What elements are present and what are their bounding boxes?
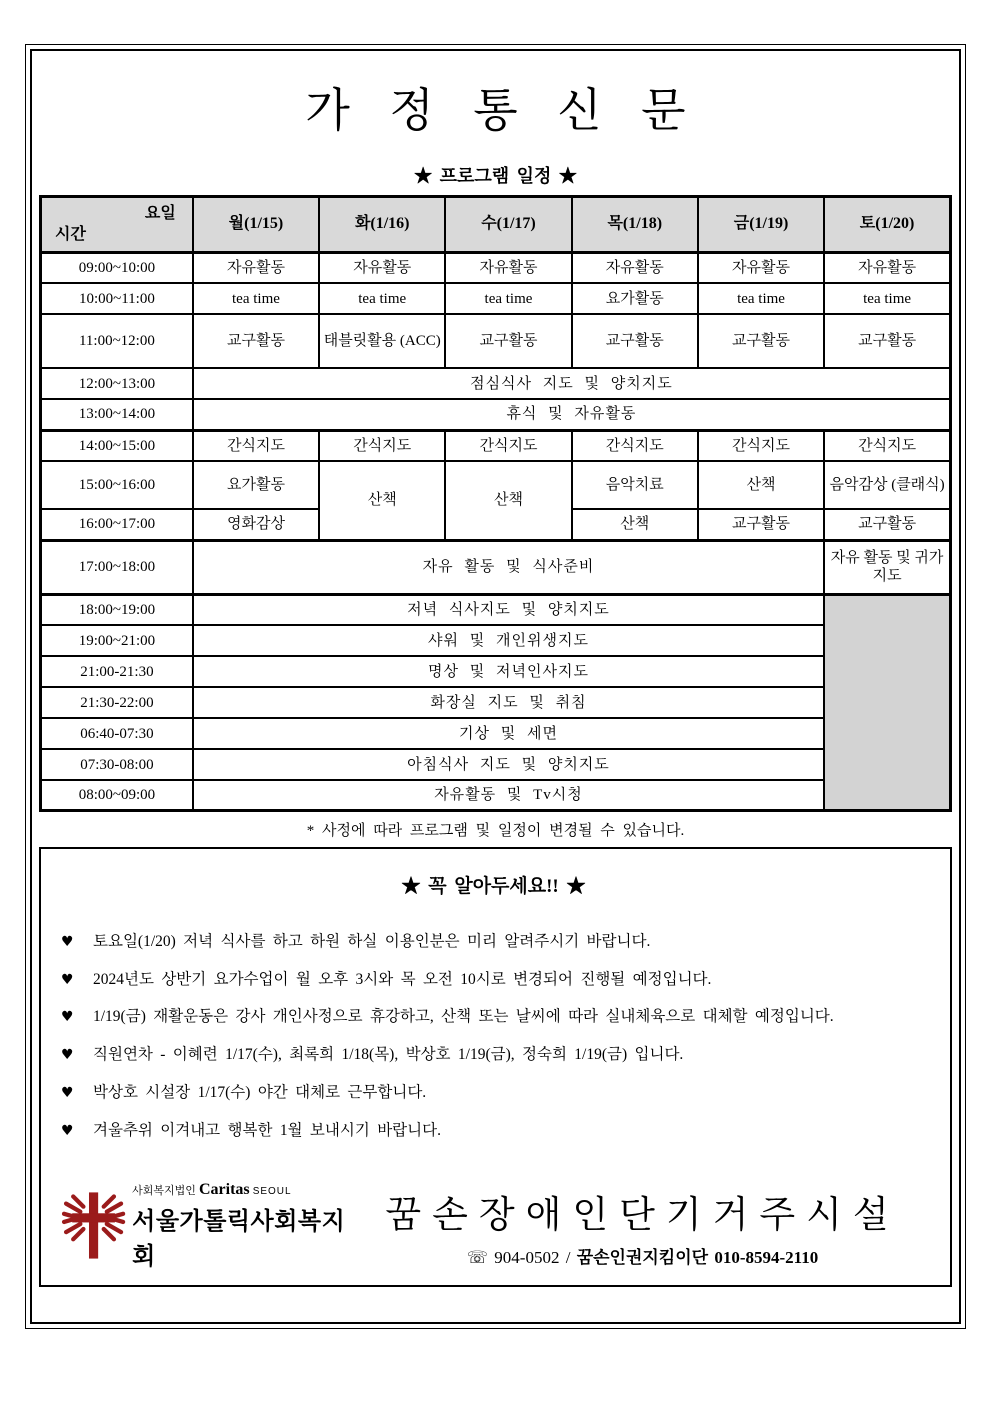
footer <box>61 1181 926 1275</box>
schedule-merged-cell: 자유 활동 및 식사준비 <box>193 540 824 594</box>
schedule-cell: 교구활동 <box>698 314 824 368</box>
facility-contact <box>359 1243 926 1268</box>
notice-text: 토요일(1/20) 저녁 식사를 하고 하원 하실 이용인분은 미리 알려주시기 바랍니다. <box>93 932 651 950</box>
time-cell: 11:00~12:00 <box>41 314 193 368</box>
schedule-row <box>41 594 951 625</box>
time-cell: 17:00~18:00 <box>41 540 193 594</box>
notice-text: 박상호 시설장 1/17(수) 야간 대체로 근무합니다. <box>93 1084 427 1102</box>
notice-item <box>61 1005 926 1030</box>
schedule-cell: 간식지도 <box>824 430 950 461</box>
notice-box <box>39 847 952 1287</box>
heart-bullet-icon: ♥ <box>61 971 74 988</box>
schedule-cell: tea time <box>445 283 571 314</box>
schedule-cell: 자유활동 <box>193 252 319 283</box>
time-cell: 09:00~10:00 <box>41 252 193 283</box>
day-header-fri: 금(1/19) <box>698 196 824 252</box>
day-header-tue: 화(1/16) <box>319 196 445 252</box>
time-cell: 21:30-22:00 <box>41 687 193 718</box>
schedule-row <box>41 430 951 461</box>
schedule-row <box>41 749 951 780</box>
schedule-cell: 자유활동 <box>824 252 950 283</box>
time-cell: 21:00-21:30 <box>41 656 193 687</box>
time-cell: 19:00~21:00 <box>41 625 193 656</box>
schedule-footnote: * 사정에 따라 프로그램 및 일정이 변경될 수 있습니다. <box>306 822 685 839</box>
notice-heading: ★ 꼭 알아두세요!! ★ <box>401 875 586 897</box>
schedule-cell: 간식지도 <box>572 430 698 461</box>
org-brand-suffix: SEOUL <box>252 1185 292 1197</box>
schedule-cell: 자유활동 <box>319 252 445 283</box>
phone-number: ☏ 904-0502 / <box>466 1247 571 1267</box>
page-inner-border <box>30 49 961 1324</box>
organization-name: 서울가톨릭사회복지회 <box>132 1207 346 1270</box>
schedule-cell: 교구활동 <box>193 314 319 368</box>
heart-bullet-icon: ♥ <box>61 1047 74 1064</box>
page-border <box>25 44 966 1329</box>
corner-time-label: 시간 <box>55 225 86 243</box>
schedule-cell: 요가활동 <box>193 461 319 509</box>
schedule-row <box>41 540 951 594</box>
org-brand: Caritas <box>198 1180 250 1198</box>
schedule-row <box>41 314 951 368</box>
saturday-empty-block <box>824 594 950 810</box>
schedule-merged-cell: 점심식사 지도 및 양치지도 <box>193 368 951 399</box>
schedule-header-row <box>41 196 951 252</box>
caritas-cross-icon <box>61 1190 126 1262</box>
time-cell: 08:00~09:00 <box>41 780 193 810</box>
notice-item <box>61 1119 926 1144</box>
schedule-row <box>41 399 951 430</box>
page-title: 가 정 통 신 문 <box>305 85 700 136</box>
organization-subtitle <box>132 1181 359 1199</box>
heart-bullet-icon: ♥ <box>61 1085 74 1102</box>
time-cell: 18:00~19:00 <box>41 594 193 625</box>
schedule-cell: 산책 <box>572 509 698 540</box>
schedule-cell: 간식지도 <box>445 430 571 461</box>
time-cell: 07:30-08:00 <box>41 749 193 780</box>
schedule-cell-saturday: 자유 활동 및 귀가지도 <box>824 540 950 594</box>
schedule-cell: 자유활동 <box>572 252 698 283</box>
schedule-merged-cell: 저녁 식사지도 및 양치지도 <box>193 594 824 625</box>
schedule-row <box>41 718 951 749</box>
organization-logo-block <box>61 1181 359 1271</box>
time-cell: 15:00~16:00 <box>41 461 193 509</box>
schedule-row <box>41 252 951 283</box>
notice-text: 겨울추위 이겨내고 행복한 1월 보내시기 바랍니다. <box>93 1121 441 1139</box>
rights-guard-contact: 꿈손인권지킴이단 010-8594-2110 <box>576 1247 819 1267</box>
corner-cell <box>41 196 193 252</box>
notice-text: 직원연차 - 이혜련 1/17(수), 최록희 1/18(목), 박상호 1/19(금), 정숙희 1/19(금) 입니다. <box>93 1046 684 1064</box>
schedule-cell: 교구활동 <box>824 314 950 368</box>
schedule-merged-cell: 화장실 지도 및 취침 <box>193 687 824 718</box>
schedule-cell: tea time <box>824 283 950 314</box>
time-cell: 16:00~17:00 <box>41 509 193 540</box>
time-cell: 06:40-07:30 <box>41 718 193 749</box>
heart-bullet-icon: ♥ <box>61 933 74 950</box>
schedule-cell: 요가활동 <box>572 283 698 314</box>
schedule-cell: tea time <box>193 283 319 314</box>
program-schedule-table <box>39 195 952 812</box>
facility-name: 꿈손장애인단기거주시설 <box>385 1194 900 1236</box>
schedule-merged-cell: 자유활동 및 Tv시청 <box>193 780 824 810</box>
schedule-merged-cell: 명상 및 저녁인사지도 <box>193 656 824 687</box>
schedule-cell: 산책 <box>319 461 445 540</box>
notice-text: 1/19(금) 재활운동은 강사 개인사정으로 휴강하고, 산책 또는 날씨에 따라 실내체육으로 대체할 예정입니다. <box>93 1008 834 1026</box>
notice-item <box>61 930 926 955</box>
corner-day-label: 요일 <box>144 204 176 222</box>
schedule-row <box>41 780 951 810</box>
notice-text: 2024년도 상반기 요가수업이 월 오후 3시와 목 오전 10시로 변경되어 진행될 예정입니다. <box>93 970 712 988</box>
day-header-mon: 월(1/15) <box>193 196 319 252</box>
notice-item <box>61 968 926 993</box>
schedule-cell: 교구활동 <box>824 509 950 540</box>
schedule-cell: 자유활동 <box>698 252 824 283</box>
schedule-cell: 태블릿활용 (ACC) <box>319 314 445 368</box>
day-header-thu: 목(1/18) <box>572 196 698 252</box>
notice-item <box>61 1043 926 1068</box>
schedule-merged-cell: 기상 및 세면 <box>193 718 824 749</box>
schedule-cell: 간식지도 <box>698 430 824 461</box>
day-header-sat: 토(1/20) <box>824 196 950 252</box>
schedule-row <box>41 656 951 687</box>
schedule-cell: tea time <box>698 283 824 314</box>
schedule-cell: 간식지도 <box>193 430 319 461</box>
time-cell: 13:00~14:00 <box>41 399 193 430</box>
schedule-cell: 산책 <box>698 461 824 509</box>
schedule-row <box>41 461 951 509</box>
schedule-cell: 교구활동 <box>445 314 571 368</box>
schedule-row <box>41 625 951 656</box>
schedule-cell: 자유활동 <box>445 252 571 283</box>
schedule-cell: tea time <box>319 283 445 314</box>
facility-block <box>359 1184 926 1268</box>
schedule-cell: 교구활동 <box>572 314 698 368</box>
day-header-wed: 수(1/17) <box>445 196 571 252</box>
schedule-cell: 산책 <box>445 461 571 540</box>
schedule-cell: 영화감상 <box>193 509 319 540</box>
schedule-row <box>41 283 951 314</box>
schedule-cell: 간식지도 <box>319 430 445 461</box>
time-cell: 14:00~15:00 <box>41 430 193 461</box>
schedule-row <box>41 368 951 399</box>
schedule-heading: ★ 프로그램 일정 ★ <box>414 165 577 186</box>
schedule-merged-cell: 휴식 및 자유활동 <box>193 399 951 430</box>
notice-item <box>61 1081 926 1106</box>
heart-bullet-icon: ♥ <box>61 1122 74 1139</box>
time-cell: 10:00~11:00 <box>41 283 193 314</box>
organization-text <box>132 1181 359 1271</box>
heart-bullet-icon: ♥ <box>61 1009 74 1026</box>
schedule-merged-cell: 아침식사 지도 및 양치지도 <box>193 749 824 780</box>
time-cell: 12:00~13:00 <box>41 368 193 399</box>
schedule-cell: 교구활동 <box>698 509 824 540</box>
schedule-cell: 음악감상 (클래식) <box>824 461 950 509</box>
org-prefix: 사회복지법인 <box>132 1184 196 1197</box>
schedule-cell: 음악치료 <box>572 461 698 509</box>
schedule-row <box>41 687 951 718</box>
schedule-merged-cell: 샤워 및 개인위생지도 <box>193 625 824 656</box>
